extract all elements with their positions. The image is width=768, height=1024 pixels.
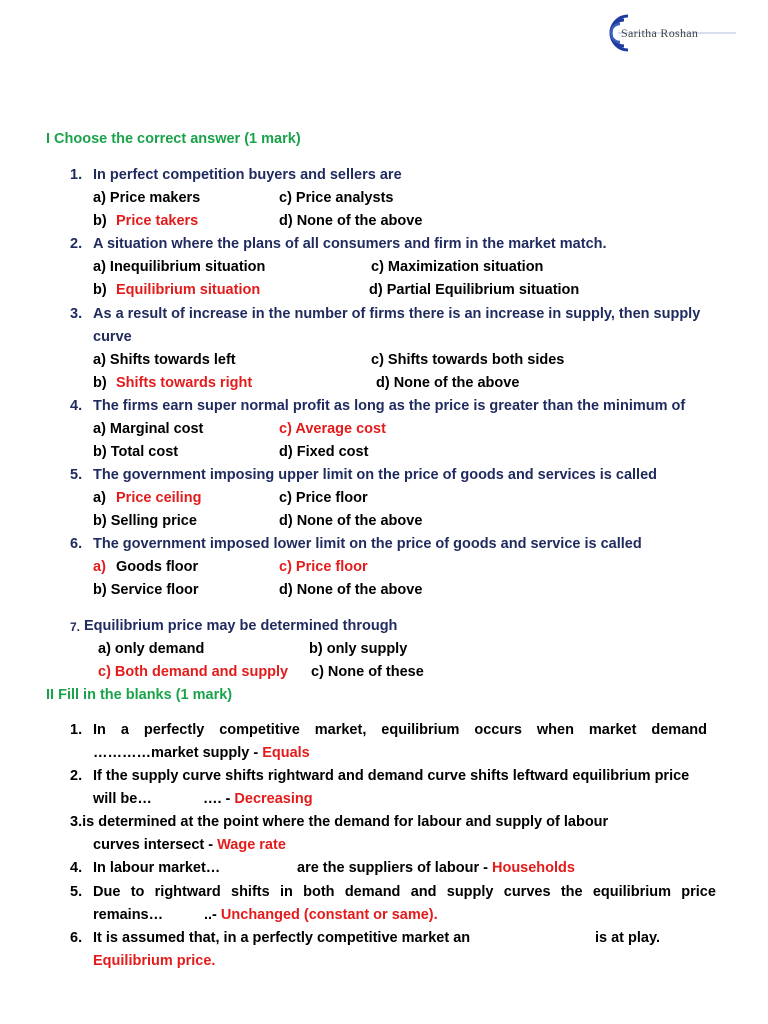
q6-option-a: Goods floor (116, 559, 199, 575)
f5-number: 5. (70, 884, 83, 900)
f1-word: perfectly (143, 722, 205, 738)
q5-text: The government imposing upper limit on the price of goods and services is called (93, 467, 657, 483)
f1-word: market, (314, 722, 367, 738)
q2-option-b-answer: Equilibrium situation (116, 282, 261, 298)
q2-number: 2. (70, 236, 83, 252)
q7-option-b: b) only supply (309, 641, 408, 657)
q6-text: The government imposed lower limit on the price of goods and service is called (93, 536, 642, 552)
q2-option-a: a) Inequilibrium situation (93, 259, 266, 275)
q1-option-c: c) Price analysts (279, 190, 394, 206)
f1-word: market (588, 722, 637, 738)
f2-answer: Decreasing (234, 791, 313, 807)
f4-number: 4. (70, 860, 83, 876)
q2-text: A situation where the plans of all consumers and firm in the market match. (93, 236, 607, 252)
f1-line2-text: …………market supply - (93, 745, 263, 761)
f4-text-b-text: are the suppliers of labour - (297, 860, 492, 876)
f1-word: when (536, 722, 574, 738)
f1-text (93, 722, 707, 738)
q6-option-c-answer: c) Price floor (279, 559, 368, 575)
f2-line2b (203, 791, 313, 807)
q4-number: 4. (70, 398, 83, 414)
f1-word: competitive (219, 722, 300, 738)
f2-number: 2. (70, 768, 83, 784)
q3-number: 3. (70, 306, 83, 322)
q7-option-d: c) None of these (311, 664, 424, 680)
q4-option-b: b) Total cost (93, 444, 179, 460)
q4-option-a: a) Marginal cost (93, 421, 204, 437)
q1-number: 1. (70, 167, 83, 183)
f5-word: demand (344, 884, 401, 900)
f1-word: In (93, 722, 106, 738)
f5-word: to (130, 884, 145, 900)
f5-answer: Unchanged (constant or same). (220, 907, 438, 923)
f3-line2-text: curves intersect - (93, 837, 218, 853)
f5-word: rightward (154, 884, 221, 900)
q3-option-c: c) Shifts towards both sides (371, 352, 565, 368)
f5-word: supply (446, 884, 494, 900)
q5-option-a-answer: Price ceiling (116, 490, 202, 506)
f5-word: curves (503, 884, 551, 900)
f1-word: equilibrium (381, 722, 460, 738)
q1-text: In perfect competition buyers and sellers are (93, 167, 402, 183)
q6-number: 6. (70, 536, 83, 552)
f6-answer: Equilibrium price. (93, 953, 216, 969)
f5-word: the (560, 884, 583, 900)
q7-option-a: a) only demand (98, 641, 205, 657)
f4-text-a: In labour market… (93, 860, 221, 876)
f5-word: equilibrium (592, 884, 671, 900)
f1-number: 1. (70, 722, 83, 738)
f5-word: Due (93, 884, 121, 900)
f5-word: in (279, 884, 293, 900)
f1-word: a (120, 722, 129, 738)
q7-option-c-answer: c) Both demand and supply (98, 664, 289, 680)
q5-number: 5. (70, 467, 83, 483)
q3-text: As a result of increase in the number of firms there is an increase in supply, then supply (93, 306, 701, 322)
f4-answer: Households (491, 860, 575, 876)
f5-word: shifts (231, 884, 270, 900)
f2-line2b-text: …. - (203, 791, 235, 807)
q3-text-continued: curve (93, 329, 132, 345)
q1-option-a: a) Price makers (93, 190, 201, 206)
q1-option-d: d) None of the above (279, 213, 423, 229)
q5-option-a-label: a) (93, 490, 106, 506)
q2-option-c: c) Maximization situation (371, 259, 544, 275)
f5-word: both (303, 884, 335, 900)
q6-option-d: d) None of the above (279, 582, 423, 598)
f6-text-b: is at play. (595, 930, 661, 946)
q7-number: 7. (70, 620, 81, 634)
q3-option-b-label: b) (93, 375, 107, 391)
q7-text: Equilibrium price may be determined through (84, 618, 398, 634)
logo-text: Saritha Roshan (621, 26, 699, 40)
q4-option-d: d) Fixed cost (279, 444, 369, 460)
q5-option-d: d) None of the above (279, 513, 423, 529)
f6-text-a: It is assumed that, in a perfectly competitive market an (93, 930, 471, 946)
q3-option-b-answer: Shifts towards right (116, 375, 253, 391)
f4-text-b (297, 860, 575, 876)
f1-line2 (93, 745, 310, 761)
q3-option-a: a) Shifts towards left (93, 352, 236, 368)
f5-text (93, 884, 716, 900)
f5-line2a: remains… (93, 907, 164, 923)
f5-word: and (410, 884, 437, 900)
q5-option-c: c) Price floor (279, 490, 368, 506)
f2-line2a: will be… (93, 791, 152, 807)
f3-answer: Wage rate (217, 837, 286, 853)
section-1-title: I Choose the correct answer (1 mark) (46, 131, 301, 147)
q2-option-d: d) Partial Equilibrium situation (369, 282, 580, 298)
q4-text: The firms earn super normal profit as long as the price is greater than the minimum of (93, 398, 686, 414)
f6-number: 6. (70, 930, 83, 946)
f5-line2b-text: ..- (204, 907, 221, 923)
f1-word: occurs (474, 722, 522, 738)
q3-option-d: d) None of the above (376, 375, 520, 391)
q1-option-b-answer: Price takers (116, 213, 199, 229)
q5-option-b: b) Selling price (93, 513, 197, 529)
f3-line2 (93, 837, 286, 853)
q1-option-b-label: b) (93, 213, 107, 229)
section-2-title: II Fill in the blanks (1 mark) (46, 687, 233, 703)
f1-word: demand (651, 722, 707, 738)
q6-option-a-label: a) (93, 559, 106, 575)
q2-option-b-label: b) (93, 282, 107, 298)
q4-option-c-answer: c) Average cost (279, 421, 386, 437)
f3-text: 3.is determined at the point where the demand for labour and supply of labour (70, 814, 609, 830)
f5-word: price (681, 884, 716, 900)
f2-text: If the supply curve shifts rightward and demand curve shifts leftward equilibrium price (93, 768, 690, 784)
q6-option-b: b) Service floor (93, 582, 199, 598)
f1-answer: Equals (262, 745, 310, 761)
f5-line2b (204, 907, 438, 923)
